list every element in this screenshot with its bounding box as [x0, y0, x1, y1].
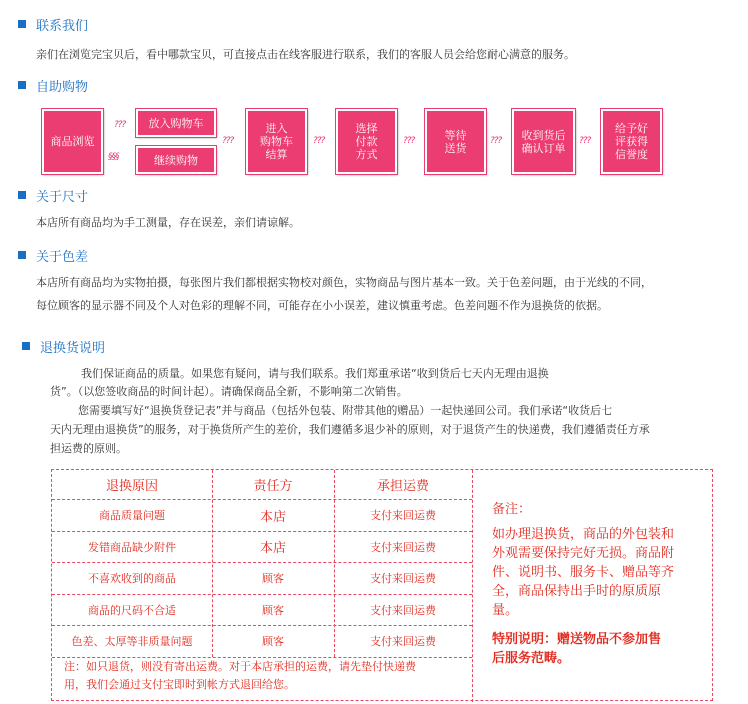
remark-text	[492, 525, 674, 620]
returns-p2-line-2: 天内无理由退换货”的服务，对于换货所产生的差价，我们遵循多退少补的原则，对于退货产生的快递费，我们遵循责任方承	[50, 423, 650, 436]
returns-p1-line-1: 我们保证商品的质量。如果您有疑问，请与我们联系。我们郑重承诺“收到货后七天内无理由退换	[81, 367, 549, 380]
special-note	[492, 630, 661, 668]
connector-3: ???	[222, 136, 234, 146]
size-section-header	[18, 186, 88, 204]
table-cell-responsible: 本店	[259, 541, 286, 556]
table-note	[64, 658, 464, 694]
table-note-line-2: 用，我们会通过支付宝即时到帐方式退回给您。	[64, 678, 295, 691]
connector-4: ???	[313, 136, 325, 146]
returns-title: 退换货说明	[40, 340, 106, 356]
remark-title: 备注：	[492, 502, 532, 517]
size-text: 本店所有商品均为手工测量，存在误差，亲们请谅解。	[36, 216, 300, 229]
step-wait-label: 等待 送货	[444, 128, 467, 155]
step-payment-label: 选择 付款 方式	[355, 122, 378, 161]
square-bullet-icon	[18, 20, 26, 28]
table-cell-reason: 不喜欢收到的商品	[88, 572, 176, 585]
table-cell-reason: 商品的尺码不合适	[88, 603, 176, 617]
step-wait-delivery	[425, 109, 486, 174]
contact-text: 亲们在浏览完宝贝后，看中哪款宝贝，可直接点击在线客服进行联系，我们的客服人员会给您耐心满意的服务。	[36, 48, 575, 61]
table-divider	[472, 470, 473, 702]
returns-section-header	[22, 337, 105, 355]
contact-title: 联系我们	[36, 18, 89, 34]
connector-7: ???	[579, 136, 591, 146]
color-section-header	[18, 246, 88, 264]
self-shop-section-header	[18, 76, 88, 94]
connector-5: ???	[403, 136, 415, 146]
remark-line: 如办理退换货，商品的外包装和	[492, 527, 675, 542]
table-cell-shipping: 支付来回运费	[370, 509, 436, 522]
square-bullet-icon	[18, 251, 26, 259]
square-bullet-icon	[18, 81, 26, 89]
header-reason: 退换原因	[105, 479, 158, 494]
table-cell-shipping: 支付来回运费	[370, 572, 436, 585]
color-text-line-1: 本店所有商品均为实物拍摄，每张图片我们都根据实物校对颜色，实物商品与图片基本一致。关于色差问题，由于光线的不同，	[36, 276, 652, 289]
returns-p2-line-1: 您需要填写好“退换货登记表”并与商品（包括外包装、附带其他的赠品）一起快递回公司。我们承诺“收货后七	[78, 404, 613, 417]
table-cell-responsible: 顾客	[262, 572, 284, 585]
special-note-line: 后服务范畴。	[492, 651, 571, 666]
table-cell-shipping: 支付来回运费	[370, 540, 436, 554]
connector-6: ???	[490, 136, 502, 146]
step-browse	[42, 109, 103, 174]
step-payment	[336, 109, 397, 174]
step-confirm-order	[512, 109, 575, 174]
remark-line: 件、说明书、服务卡、赠品等齐	[492, 565, 675, 580]
table-cell-reason: 色差、太厚等非质量问题	[71, 635, 193, 648]
step-confirm-label: 收到货后 确认订单	[521, 128, 566, 155]
step-checkout	[246, 109, 307, 174]
step-continue-shopping	[136, 146, 216, 174]
remark-line: 量。	[492, 603, 519, 618]
table-cell-responsible: 顾客	[262, 603, 284, 617]
step-browse-label: 商品浏览	[50, 135, 95, 148]
square-bullet-icon	[22, 342, 30, 350]
remark-line: 外观需要保持完好无损。商品附	[492, 546, 675, 561]
header-shipping: 承担运费	[376, 479, 429, 494]
self-shop-title: 自助购物	[36, 79, 89, 95]
color-text-line-2: 每位顾客的显示器不同及个人对色彩的理解不同，可能存在小小误差，建议慎重考虑。色差问题不作为退换货的依据。	[36, 299, 608, 312]
returns-p1-line-2: 货”。（以您签收商品的时间计起）。请确保商品全新，不影响第二次销售。	[50, 385, 408, 398]
table-cell-responsible: 本店	[259, 509, 286, 525]
color-title: 关于色差	[36, 249, 89, 265]
header-responsible: 责任方	[253, 479, 293, 494]
special-note-line: 特别说明：赠送物品不参加售	[492, 632, 662, 647]
square-bullet-icon	[18, 191, 26, 199]
connector-1: ???	[114, 120, 126, 130]
table-cell-shipping: 支付来回运费	[370, 603, 436, 617]
table-cell-reason: 商品质量问题	[99, 509, 165, 522]
contact-section-header	[18, 15, 88, 33]
table-note-line-1: 注：如只退货，则没有寄出运费。对于本店承担的运费，请先垫付快递费	[64, 660, 416, 673]
step-continue-label: 继续购物	[154, 153, 198, 167]
table-cell-shipping: 支付来回运费	[370, 635, 436, 648]
connector-2: §§§	[108, 152, 119, 162]
step-add-cart-label: 放入购物车	[148, 116, 204, 130]
step-rate	[601, 109, 662, 174]
step-add-cart	[136, 109, 216, 137]
returns-p2-line-3: 担运费的原则。	[50, 442, 127, 455]
table-cell-responsible: 顾客	[262, 635, 284, 648]
remark-line: 全，商品保持出手时的原质原	[492, 584, 662, 599]
size-title: 关于尺寸	[36, 189, 89, 205]
returns-table	[51, 469, 713, 701]
step-checkout-label: 进入 购物车 结算	[260, 122, 293, 161]
table-cell-reason: 发错商品缺少附件	[88, 540, 176, 554]
step-rate-label: 给予好 评获得 信誉度	[615, 122, 648, 161]
